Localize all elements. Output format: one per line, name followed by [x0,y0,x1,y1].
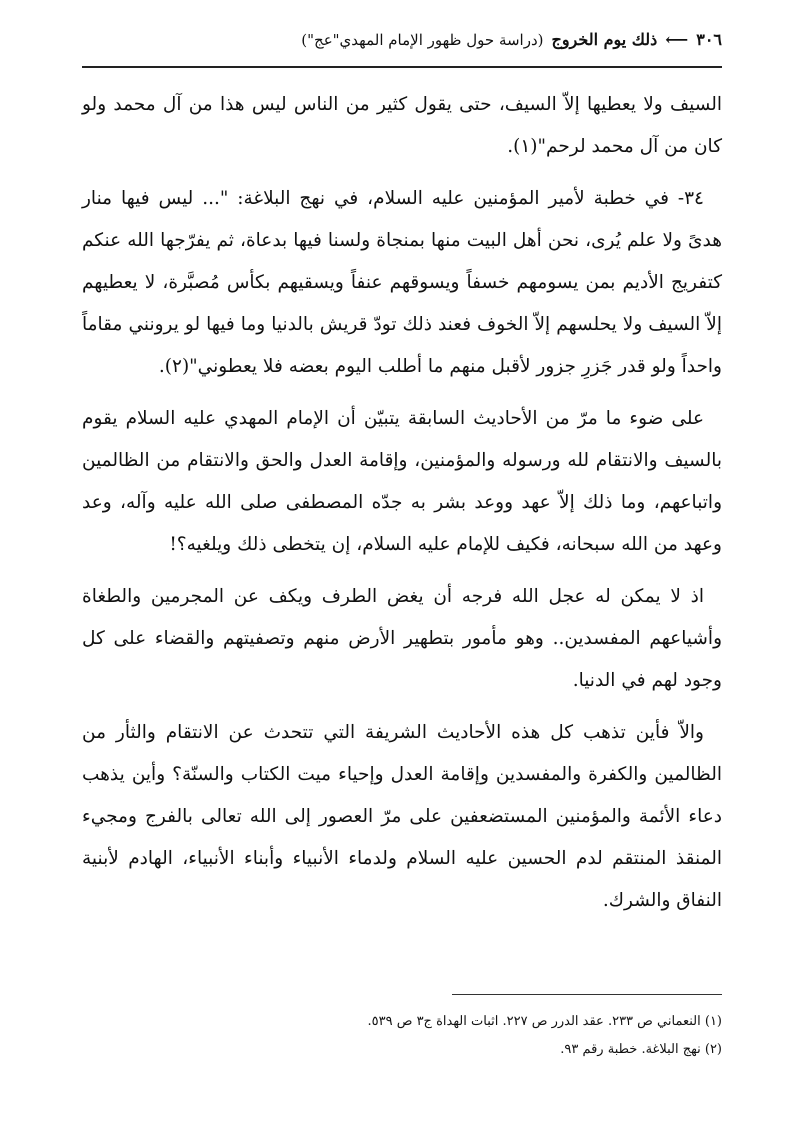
footnote-divider [452,994,722,995]
footnote: (٢) نهج البلاغة. خطبة رقم ٩٣. [560,1042,722,1057]
paragraph: ٣٤- في خطبة لأمير المؤمنين عليه السلام، في نهج البلاغة: "... ليس فيها منار هدىً ولا علم يُرى، نحن أهل البيت منها بمنجاة ولسنا فيها بدعاة، ثم يفرّجها الله عنكم كتفريج الأديم بمن يسومهم خسفاً ويسوقهم عنفاً ويسقيهم بكأس مُصبَّرة، لا يعطيهم إلاّ السيف ولا يحلسهم إلاّ الخوف فعند ذلك تودّ قريش بالدنيا وما فيها لو يرونني مقاماً واحداً ولو قدر جَزرِ جزور لأقبل منهم ما أطلب اليوم بعضه فلا يعطوني"(٢). [82,188,722,377]
book-title: ذلك يوم الخروج [551,30,658,49]
paragraph: السيف ولا يعطيها إلاّ السيف، حتى يقول كثير من الناس ليس هذا من آل محمد ولو كان من آل محمد لرحم"(١). [82,94,722,157]
header-divider [82,66,722,68]
footnotes [82,1008,722,1064]
page-number: ٣٠٦ [696,30,722,49]
header-arrow-icon: ⟵ [665,30,689,49]
paragraph: والاّ فأين تذهب كل هذه الأحاديث الشريفة التي تتحدث عن الانتقام والثأر من الظالمين والكفرة والمفسدين وإقامة العدل وإحياء ميت الكتاب والسنّة؟ وأين يذهب دعاء الأئمة والمؤمنين المستضعفين على مرّ العصور إلى الله تعالى بالفرج ومجيء المنقذ المنتقم لدم الحسين عليه السلام ولدماء الأنبياء وأبناء الأنبياء، الهادم لأبنية النفاق والشرك. [82,722,722,911]
paragraph: اذ لا يمكن له عجل الله فرجه أن يغض الطرف ويكف عن المجرمين والطغاة وأشياعهم المفسدين.. وهو مأمور بتطهير الأرض منهم وتصفيتهم والقضاء على كل وجود لهم في الدنيا. [82,586,722,691]
book-subtitle: (دراسة حول ظهور الإمام المهدي"عج") [301,31,544,49]
body-text [82,84,722,932]
footnote: (١) النعماني ص ٢٣٣. عقد الدرر ص ٢٢٧. اثبات الهداة ج٣ ص ٥٣٩. [367,1014,722,1029]
running-header [82,30,722,49]
paragraph: على ضوء ما مرّ من الأحاديث السابقة يتبيّن أن الإمام المهدي عليه السلام يقوم بالسيف والانتقام لله ورسوله والمؤمنين، وإقامة العدل والحق والانتقام من الظالمين واتباعهم، وما ذلك إلاّ عهد ووعد بشر به جدّه المصطفى صلى الله عليه وآله، وعد وعهد من الله سبحانه، فكيف للإمام عليه السلام، إن يتخطى ذلك ويلغيه؟! [82,408,722,555]
